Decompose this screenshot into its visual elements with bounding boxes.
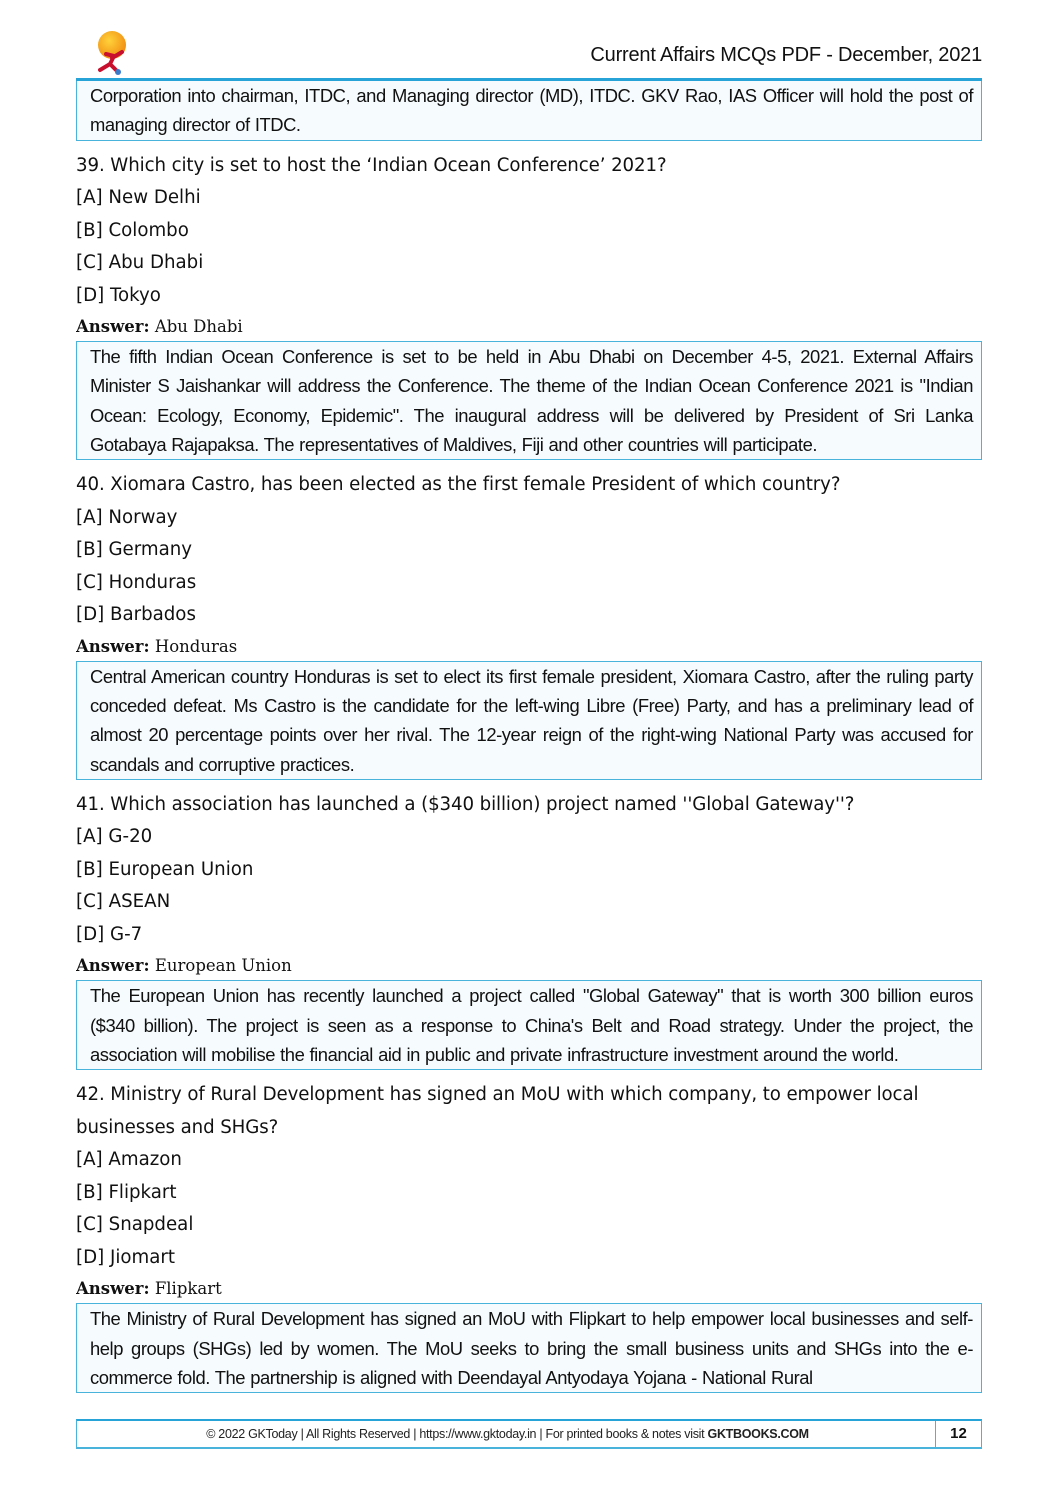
footer-text [77, 1427, 938, 1441]
question-text: 41. Which association has launched a ($340 billion) project named ''Global Gateway''? [76, 793, 855, 815]
option: [B] European Union [76, 858, 254, 880]
option: [B] Germany [76, 539, 193, 561]
answer-line [76, 1274, 982, 1303]
explanation-box: The European Union has recently launched a project called "Global Gateway" that is worth 300 billion euros ($340 billion). The project is seen as a response to China's Belt and Road strategy. Under the project, the association will mobilise the financial aid in public and private infrastructure investment around the world. [76, 980, 982, 1070]
option: [A] Amazon [76, 1149, 182, 1171]
copyright-text: © 2022 GKToday | All Rights Reserved | https://www.gktoday.in | For printed books & notes visit [206, 1427, 705, 1441]
answer-value: Flipkart [154, 1279, 222, 1299]
option: [B] Flipkart [76, 1181, 177, 1203]
page-footer [76, 1419, 982, 1449]
option: [B] Colombo [76, 219, 189, 241]
answer-value: Abu Dhabi [154, 317, 243, 337]
answer-value: Honduras [154, 636, 238, 656]
explanation-box: Central American country Honduras is set to elect its first female president, Xiomara Castro, after the ruling party conceded defeat. Ms Castro is the candidate for the left-wing Libre (Free) Party, and has a preliminary lead of almost 20 percentage points over her rival. The 12-year reign of the right-wing National Party was accused for scandals and corruptive practices. [76, 661, 982, 780]
gktoday-logo [92, 30, 132, 76]
question-block [76, 789, 982, 1070]
answer-value: European Union [154, 956, 292, 976]
answer-line [76, 951, 982, 980]
question-text: 39. Which city is set to host the ‘Indian Ocean Conference’ 2021? [76, 154, 667, 176]
answer-line [76, 312, 982, 341]
explanation-box: The fifth Indian Ocean Conference is set to be held in Abu Dhabi on December 4-5, 2021. External Affairs Minister S Jaishankar will address the Conference. The theme of the Indian Ocean Conference 2021 is "Indian Ocean: Ecology, Economy, Epidemic". The inaugural address will be delivered by President of Sri Lanka Gotabaya Rajapaksa. The representatives of Maldives, Fiji and other countries will participate. [76, 341, 982, 460]
option: [A] New Delhi [76, 187, 201, 209]
answer-line [76, 632, 982, 661]
option: [A] G-20 [76, 826, 153, 848]
document-title: Current Affairs MCQs PDF - December, 2021 [590, 44, 982, 66]
option: [D] G-7 [76, 923, 143, 945]
option: [C] Abu Dhabi [76, 252, 204, 274]
option: [C] Honduras [76, 571, 197, 593]
question-text: 42. Ministry of Rural Development has signed an MoU with which company, to empower local businesses and SHGs? [76, 1084, 919, 1138]
answer-label: Answer: [76, 1279, 150, 1299]
question-block [76, 150, 982, 461]
option: [D] Barbados [76, 604, 196, 626]
explanation-box: The Ministry of Rural Development has signed an MoU with Flipkart to help empower local businesses and self-help groups (SHGs) led by women. The MoU seeks to bring the small business units and SHGs into the e-commerce fold. The partnership is aligned with Deendayal Antyodaya Yojana - National Rural [76, 1303, 982, 1393]
option: [D] Jiomart [76, 1246, 175, 1268]
option: [C] Snapdeal [76, 1214, 194, 1236]
answer-label: Answer: [76, 956, 150, 976]
option: [C] ASEAN [76, 891, 171, 913]
option: [D] Tokyo [76, 284, 161, 306]
question-block [76, 1079, 982, 1393]
answer-label: Answer: [76, 636, 150, 656]
page-content [76, 81, 982, 1419]
page-number: 12 [935, 1421, 981, 1447]
footer-brand: GKTBOOKS.COM [707, 1427, 809, 1441]
explanation-box: Corporation into chairman, ITDC, and Managing director (MD), ITDC. GKV Rao, IAS Officer will hold the post of managing director of ITDC. [76, 81, 982, 141]
question-text: 40. Xiomara Castro, has been elected as the first female President of which country? [76, 474, 841, 496]
question-block [76, 469, 982, 780]
option: [A] Norway [76, 506, 178, 528]
answer-label: Answer: [76, 317, 150, 337]
